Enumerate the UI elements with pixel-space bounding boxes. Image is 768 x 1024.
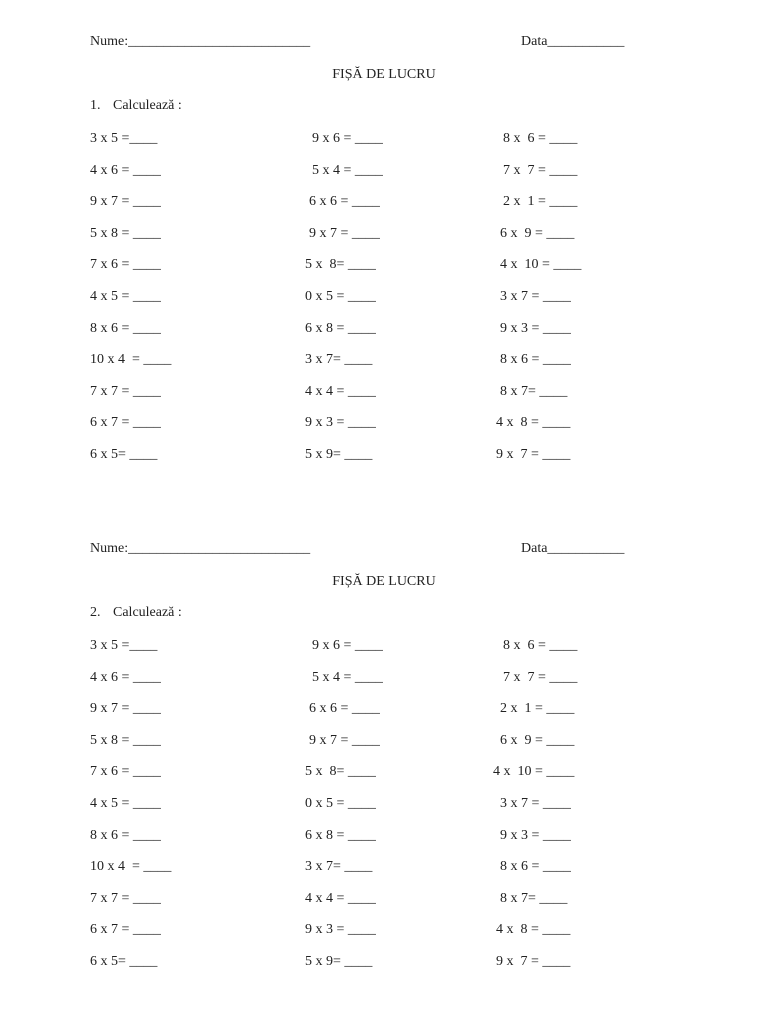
worksheet-title: FIȘĂ DE LUCRU <box>332 67 436 82</box>
problem-item: 3 x 7 = ____ <box>500 289 571 304</box>
problem-item: 4 x 5 = ____ <box>90 289 161 304</box>
problem-item: 5 x 8 = ____ <box>90 225 161 241</box>
problem-item: 4 x 6 = ____ <box>90 162 161 178</box>
problem-item: 6 x 9 = ____ <box>500 225 575 241</box>
problem-item: 6 x 5= ____ <box>90 447 158 462</box>
date-field-label: Data___________ <box>521 541 625 556</box>
problem-item: 9 x 3 = ____ <box>305 415 376 431</box>
problem-item: 5 x 8= ____ <box>305 257 376 273</box>
problem-item: 4 x 10 = ____ <box>493 764 575 780</box>
problem-item: 5 x 4 = ____ <box>312 669 383 685</box>
problem-item: 2 x 1 = ____ <box>500 701 575 717</box>
problem-item: 9 x 7 = ____ <box>496 447 571 462</box>
problem-item: 0 x 5 = ____ <box>305 796 376 811</box>
name-field-label: Nume:__________________________ <box>90 541 311 556</box>
problem-item: 7 x 7 = ____ <box>503 669 578 685</box>
name-field-label: Nume:__________________________ <box>90 34 311 49</box>
exercise-instruction: Calculează : <box>113 605 182 620</box>
problem-item: 3 x 7= ____ <box>305 352 373 368</box>
problem-item: 6 x 6 = ____ <box>309 701 380 717</box>
problem-item: 6 x 7 = ____ <box>90 415 161 431</box>
problem-item: 8 x 6 = ____ <box>90 827 161 843</box>
problem-item: 5 x 8= ____ <box>305 764 376 780</box>
problem-item: 4 x 4 = ____ <box>305 890 376 906</box>
problem-item: 9 x 7 = ____ <box>90 701 161 717</box>
problem-item: 4 x 8 = ____ <box>496 415 571 431</box>
problem-item: 6 x 6 = ____ <box>309 194 380 210</box>
problem-item: 6 x 9 = ____ <box>500 732 575 748</box>
problem-item: 7 x 7 = ____ <box>90 383 161 399</box>
problem-item: 6 x 5= ____ <box>90 954 158 969</box>
problem-item: 9 x 7 = ____ <box>309 732 380 748</box>
problem-item: 5 x 9= ____ <box>305 447 373 462</box>
problem-item: 4 x 5 = ____ <box>90 796 161 811</box>
exercise-instruction: Calculează : <box>113 98 182 113</box>
problem-item: 7 x 7 = ____ <box>90 890 161 906</box>
worksheet-2 <box>0 540 768 1000</box>
problem-item: 9 x 7 = ____ <box>90 194 161 210</box>
exercise-number: 2. <box>90 605 101 620</box>
problem-item: 2 x 1 = ____ <box>503 194 578 210</box>
problem-item: 9 x 3 = ____ <box>305 922 376 938</box>
problem-item: 8 x 6 = ____ <box>500 859 571 875</box>
problem-item: 8 x 6 = ____ <box>503 131 578 146</box>
problem-item: 4 x 6 = ____ <box>90 669 161 685</box>
problem-item: 4 x 10 = ____ <box>500 257 582 273</box>
problem-item: 5 x 4 = ____ <box>312 162 383 178</box>
problem-item: 9 x 3 = ____ <box>500 320 571 336</box>
problem-item: 7 x 6 = ____ <box>90 257 161 273</box>
problem-item: 6 x 8 = ____ <box>305 320 376 336</box>
problem-item: 6 x 7 = ____ <box>90 922 161 938</box>
problem-item: 8 x 6 = ____ <box>503 638 578 653</box>
problem-item: 9 x 3 = ____ <box>500 827 571 843</box>
problem-item: 10 x 4 = ____ <box>90 352 172 368</box>
date-field-label: Data___________ <box>521 34 625 49</box>
problem-item: 4 x 4 = ____ <box>305 383 376 399</box>
problem-item: 0 x 5 = ____ <box>305 289 376 304</box>
problem-item: 9 x 6 = ____ <box>312 131 383 146</box>
problem-item: 6 x 8 = ____ <box>305 827 376 843</box>
problem-item: 5 x 8 = ____ <box>90 732 161 748</box>
problem-item: 10 x 4 = ____ <box>90 859 172 875</box>
problem-item: 8 x 6 = ____ <box>500 352 571 368</box>
problem-item: 9 x 6 = ____ <box>312 638 383 653</box>
problem-item: 7 x 6 = ____ <box>90 764 161 780</box>
problem-item: 8 x 6 = ____ <box>90 320 161 336</box>
problem-item: 7 x 7 = ____ <box>503 162 578 178</box>
problem-item: 9 x 7 = ____ <box>309 225 380 241</box>
problem-item: 3 x 5 =____ <box>90 638 158 653</box>
problem-item: 3 x 7 = ____ <box>500 796 571 811</box>
problem-item: 5 x 9= ____ <box>305 954 373 969</box>
worksheet-title: FIȘĂ DE LUCRU <box>332 574 436 589</box>
exercise-number: 1. <box>90 98 101 113</box>
problem-item: 3 x 7= ____ <box>305 859 373 875</box>
worksheet-1 <box>0 33 768 493</box>
problem-item: 3 x 5 =____ <box>90 131 158 146</box>
problem-item: 9 x 7 = ____ <box>496 954 571 969</box>
problem-item: 8 x 7= ____ <box>500 383 568 399</box>
problem-item: 4 x 8 = ____ <box>496 922 571 938</box>
problem-item: 8 x 7= ____ <box>500 890 568 906</box>
